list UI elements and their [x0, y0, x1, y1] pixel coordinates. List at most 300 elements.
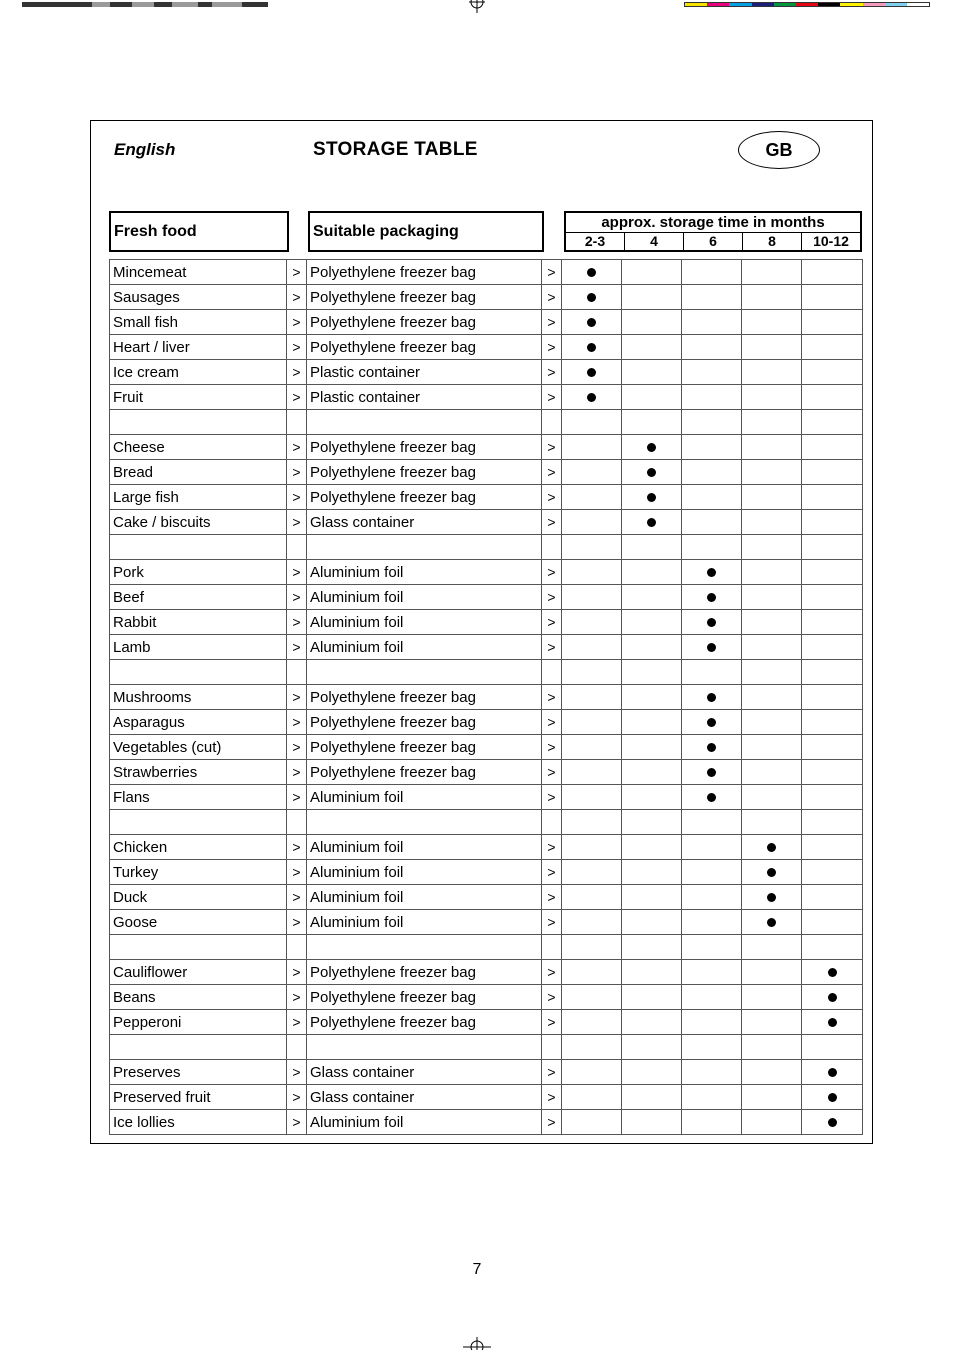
month-cell: [562, 685, 622, 710]
food-cell: Pepperoni: [110, 1010, 287, 1035]
month-cell: [742, 885, 802, 910]
bullet-icon: [828, 1118, 837, 1127]
month-cell: [802, 585, 863, 610]
arrow-cell: >: [287, 460, 307, 485]
month-cell: [622, 310, 682, 335]
arrow-cell: >: [542, 1010, 562, 1035]
month-cell: [682, 1060, 742, 1085]
empty-cell: [542, 660, 562, 685]
arrow-cell: >: [542, 435, 562, 460]
food-cell: Rabbit: [110, 610, 287, 635]
empty-cell: [110, 935, 287, 960]
color-swatch: [752, 3, 774, 6]
month-cell: [682, 510, 742, 535]
month-cell: [622, 760, 682, 785]
food-cell: Fruit: [110, 385, 287, 410]
table-row: [110, 735, 863, 760]
arrow-cell: >: [542, 335, 562, 360]
table-row: [110, 860, 863, 885]
table-row: [110, 685, 863, 710]
food-cell: Cauliflower: [110, 960, 287, 985]
empty-cell: [742, 810, 802, 835]
page-number: 7: [472, 1261, 482, 1278]
arrow-cell: >: [542, 310, 562, 335]
month-label: 4: [624, 233, 683, 250]
empty-cell: [307, 810, 542, 835]
arrow-cell: >: [287, 860, 307, 885]
month-cell: [742, 610, 802, 635]
bullet-icon: [587, 318, 596, 327]
spacer-row: [110, 810, 863, 835]
packaging-cell: Polyethylene freezer bag: [307, 760, 542, 785]
month-cell: [622, 385, 682, 410]
table-row: [110, 285, 863, 310]
spacer-row: [110, 660, 863, 685]
month-cell: [802, 260, 863, 285]
month-cell: [562, 360, 622, 385]
month-cell: [742, 510, 802, 535]
month-cell: [682, 1110, 742, 1135]
month-cell: [742, 1085, 802, 1110]
table-row: [110, 360, 863, 385]
month-cell: [742, 960, 802, 985]
month-cell: [802, 285, 863, 310]
food-cell: Beef: [110, 585, 287, 610]
arrow-cell: >: [542, 510, 562, 535]
month-cell: [562, 460, 622, 485]
packaging-cell: Polyethylene freezer bag: [307, 985, 542, 1010]
month-cell: [562, 285, 622, 310]
month-cell: [562, 610, 622, 635]
month-cell: [742, 835, 802, 860]
month-cell: [742, 860, 802, 885]
arrow-cell: >: [287, 285, 307, 310]
month-cell: [742, 760, 802, 785]
empty-cell: [542, 935, 562, 960]
month-label: 8: [742, 233, 801, 250]
month-cell: [682, 385, 742, 410]
month-cell: [742, 1060, 802, 1085]
packaging-cell: Polyethylene freezer bag: [307, 435, 542, 460]
empty-cell: [307, 535, 542, 560]
month-cell: [562, 785, 622, 810]
month-cell: [682, 335, 742, 360]
empty-cell: [562, 1035, 622, 1060]
bullet-icon: [707, 593, 716, 602]
month-cell: [802, 1010, 863, 1035]
food-cell: Beans: [110, 985, 287, 1010]
food-cell: Preserves: [110, 1060, 287, 1085]
packaging-cell: Plastic container: [307, 385, 542, 410]
packaging-cell: Aluminium foil: [307, 610, 542, 635]
month-cell: [682, 1085, 742, 1110]
food-cell: Cheese: [110, 435, 287, 460]
food-cell: Lamb: [110, 635, 287, 660]
empty-cell: [110, 410, 287, 435]
month-cell: [802, 360, 863, 385]
packaging-cell: Polyethylene freezer bag: [307, 1010, 542, 1035]
arrow-cell: >: [287, 585, 307, 610]
month-cell: [622, 985, 682, 1010]
color-swatch: [707, 3, 729, 6]
empty-cell: [542, 535, 562, 560]
packaging-cell: Glass container: [307, 1060, 542, 1085]
empty-cell: [622, 1035, 682, 1060]
bullet-icon: [707, 718, 716, 727]
month-cell: [562, 860, 622, 885]
month-cell: [802, 785, 863, 810]
color-swatch: [863, 3, 885, 6]
arrow-cell: >: [542, 960, 562, 985]
bullet-icon: [828, 968, 837, 977]
month-cell: [562, 960, 622, 985]
empty-cell: [307, 1035, 542, 1060]
packaging-cell: Glass container: [307, 1085, 542, 1110]
month-cell: [622, 835, 682, 860]
month-cell: [562, 310, 622, 335]
empty-cell: [802, 410, 863, 435]
arrow-cell: >: [287, 885, 307, 910]
month-cell: [802, 1085, 863, 1110]
month-cell: [802, 335, 863, 360]
month-cell: [742, 435, 802, 460]
month-cell: [622, 1010, 682, 1035]
month-cell: [802, 735, 863, 760]
month-cell: [562, 1085, 622, 1110]
month-cell: [562, 560, 622, 585]
month-cell: [682, 435, 742, 460]
table-row: [110, 785, 863, 810]
empty-cell: [287, 660, 307, 685]
language-label: English: [114, 140, 176, 159]
packaging-cell: Polyethylene freezer bag: [307, 260, 542, 285]
month-cell: [622, 360, 682, 385]
arrow-cell: >: [287, 610, 307, 635]
bullet-icon: [707, 643, 716, 652]
arrow-cell: >: [542, 560, 562, 585]
arrow-cell: >: [287, 735, 307, 760]
registration-mark-icon: [467, 0, 487, 14]
month-label: 10-12: [801, 233, 860, 250]
food-cell: Strawberries: [110, 760, 287, 785]
arrow-cell: >: [287, 485, 307, 510]
month-cell: [802, 685, 863, 710]
bullet-icon: [647, 443, 656, 452]
month-cell: [562, 835, 622, 860]
table-row: [110, 910, 863, 935]
month-cell: [682, 985, 742, 1010]
month-cell: [742, 560, 802, 585]
color-swatch: [774, 3, 796, 6]
packaging-cell: Aluminium foil: [307, 860, 542, 885]
arrow-cell: >: [287, 710, 307, 735]
food-cell: Ice cream: [110, 360, 287, 385]
arrow-cell: >: [287, 510, 307, 535]
empty-cell: [742, 535, 802, 560]
arrow-cell: >: [287, 1085, 307, 1110]
empty-cell: [307, 660, 542, 685]
arrow-cell: >: [287, 260, 307, 285]
month-cell: [682, 910, 742, 935]
empty-cell: [742, 935, 802, 960]
packaging-cell: Aluminium foil: [307, 635, 542, 660]
fresh-food-header: Fresh food: [109, 211, 289, 252]
empty-cell: [622, 660, 682, 685]
month-cell: [682, 835, 742, 860]
month-cell: [622, 610, 682, 635]
month-cell: [682, 560, 742, 585]
packaging-cell: Polyethylene freezer bag: [307, 710, 542, 735]
month-cell: [802, 485, 863, 510]
month-label: 6: [683, 233, 742, 250]
month-cell: [682, 360, 742, 385]
month-cell: [682, 785, 742, 810]
print-color-bar: [684, 2, 930, 7]
table-row: [110, 835, 863, 860]
arrow-cell: >: [542, 685, 562, 710]
arrow-cell: >: [542, 360, 562, 385]
arrow-cell: >: [287, 1110, 307, 1135]
empty-cell: [542, 1035, 562, 1060]
month-cell: [802, 560, 863, 585]
country-badge: GB: [738, 131, 820, 169]
empty-cell: [110, 810, 287, 835]
empty-cell: [307, 410, 542, 435]
month-cell: [742, 335, 802, 360]
empty-cell: [682, 1035, 742, 1060]
month-cell: [622, 435, 682, 460]
month-cell: [682, 885, 742, 910]
empty-cell: [110, 1035, 287, 1060]
month-cell: [562, 985, 622, 1010]
arrow-cell: >: [542, 710, 562, 735]
color-swatch: [729, 3, 751, 6]
arrow-cell: >: [287, 360, 307, 385]
month-cell: [802, 910, 863, 935]
food-cell: Asparagus: [110, 710, 287, 735]
arrow-cell: >: [542, 785, 562, 810]
bullet-icon: [828, 1068, 837, 1077]
food-cell: Ice lollies: [110, 1110, 287, 1135]
table-row: [110, 435, 863, 460]
empty-cell: [562, 410, 622, 435]
arrow-cell: >: [287, 835, 307, 860]
food-cell: Pork: [110, 560, 287, 585]
month-cell: [682, 710, 742, 735]
month-cell: [682, 610, 742, 635]
arrow-cell: >: [542, 885, 562, 910]
bullet-icon: [587, 393, 596, 402]
month-cell: [742, 710, 802, 735]
month-cell: [622, 335, 682, 360]
food-cell: Goose: [110, 910, 287, 935]
month-cell: [562, 485, 622, 510]
color-swatch: [907, 3, 929, 6]
packaging-cell: Aluminium foil: [307, 1110, 542, 1135]
spacer-row: [110, 535, 863, 560]
empty-cell: [742, 410, 802, 435]
packaging-cell: Aluminium foil: [307, 560, 542, 585]
arrow-cell: >: [542, 985, 562, 1010]
month-cell: [802, 610, 863, 635]
bullet-icon: [647, 518, 656, 527]
empty-cell: [287, 810, 307, 835]
month-cell: [622, 635, 682, 660]
month-cell: [742, 260, 802, 285]
empty-cell: [742, 1035, 802, 1060]
month-cell: [742, 1110, 802, 1135]
arrow-cell: >: [287, 910, 307, 935]
table-row: [110, 885, 863, 910]
food-cell: Flans: [110, 785, 287, 810]
month-cell: [802, 710, 863, 735]
bullet-icon: [587, 343, 596, 352]
print-density-bar: [22, 2, 268, 7]
month-cell: [562, 735, 622, 760]
packaging-cell: Polyethylene freezer bag: [307, 735, 542, 760]
empty-cell: [562, 535, 622, 560]
empty-cell: [802, 1035, 863, 1060]
bullet-icon: [587, 368, 596, 377]
month-cell: [622, 285, 682, 310]
month-cell: [562, 635, 622, 660]
month-cell: [562, 435, 622, 460]
empty-cell: [802, 935, 863, 960]
packaging-cell: Plastic container: [307, 360, 542, 385]
month-cell: [622, 485, 682, 510]
month-cell: [742, 460, 802, 485]
bullet-icon: [767, 843, 776, 852]
arrow-cell: >: [542, 485, 562, 510]
food-cell: Sausages: [110, 285, 287, 310]
color-swatch: [840, 3, 862, 6]
food-cell: Duck: [110, 885, 287, 910]
empty-cell: [802, 660, 863, 685]
month-cell: [622, 510, 682, 535]
month-cell: [682, 860, 742, 885]
month-cell: [562, 910, 622, 935]
month-cell: [562, 1010, 622, 1035]
table-row: [110, 985, 863, 1010]
month-cell: [802, 1110, 863, 1135]
month-cell: [622, 710, 682, 735]
table-row: [110, 1110, 863, 1135]
month-cell: [622, 560, 682, 585]
month-cell: [682, 735, 742, 760]
packaging-cell: Polyethylene freezer bag: [307, 460, 542, 485]
arrow-cell: >: [542, 635, 562, 660]
packaging-cell: Aluminium foil: [307, 885, 542, 910]
table-row: [110, 335, 863, 360]
month-cell: [802, 385, 863, 410]
table-row: [110, 510, 863, 535]
empty-cell: [562, 935, 622, 960]
arrow-cell: >: [287, 1010, 307, 1035]
month-cell: [622, 860, 682, 885]
empty-cell: [682, 535, 742, 560]
color-swatch: [885, 3, 907, 6]
month-cell: [682, 635, 742, 660]
arrow-cell: >: [287, 310, 307, 335]
empty-cell: [682, 810, 742, 835]
month-label: 2-3: [584, 233, 606, 249]
month-cell: [622, 1110, 682, 1135]
empty-cell: [802, 535, 863, 560]
month-cell: [742, 285, 802, 310]
food-cell: Vegetables (cut): [110, 735, 287, 760]
packaging-cell: Glass container: [307, 510, 542, 535]
table-row: [110, 610, 863, 635]
month-cell: [622, 585, 682, 610]
month-cell: [802, 310, 863, 335]
table-row: [110, 1010, 863, 1035]
food-cell: Mincemeat: [110, 260, 287, 285]
empty-cell: [682, 935, 742, 960]
month-cell: [622, 960, 682, 985]
table-row: [110, 310, 863, 335]
table-row: [110, 960, 863, 985]
arrow-cell: >: [542, 585, 562, 610]
month-cell: [682, 1010, 742, 1035]
food-cell: Heart / liver: [110, 335, 287, 360]
food-cell: Bread: [110, 460, 287, 485]
empty-cell: [307, 935, 542, 960]
arrow-cell: >: [542, 285, 562, 310]
month-cell: [622, 685, 682, 710]
food-cell: Preserved fruit: [110, 1085, 287, 1110]
empty-cell: [562, 660, 622, 685]
arrow-cell: >: [542, 460, 562, 485]
month-cell: [622, 460, 682, 485]
table-row: [110, 710, 863, 735]
month-cell: [562, 710, 622, 735]
arrow-cell: >: [542, 260, 562, 285]
arrow-cell: >: [542, 910, 562, 935]
empty-cell: [542, 410, 562, 435]
bullet-icon: [828, 993, 837, 1002]
bullet-icon: [707, 618, 716, 627]
month-cell: [742, 310, 802, 335]
bullet-icon: [828, 1018, 837, 1027]
arrow-cell: >: [542, 1060, 562, 1085]
month-cell: [742, 685, 802, 710]
arrow-cell: >: [287, 760, 307, 785]
month-cell: [622, 785, 682, 810]
bullet-icon: [587, 268, 596, 277]
table-row: [110, 260, 863, 285]
empty-cell: [287, 1035, 307, 1060]
bullet-icon: [707, 568, 716, 577]
month-cell: [802, 835, 863, 860]
month-cell: [622, 1060, 682, 1085]
empty-cell: [287, 410, 307, 435]
empty-cell: [542, 810, 562, 835]
empty-cell: [682, 660, 742, 685]
arrow-cell: >: [287, 335, 307, 360]
bullet-icon: [767, 868, 776, 877]
food-cell: Turkey: [110, 860, 287, 885]
month-cell: [802, 460, 863, 485]
arrow-cell: >: [542, 1110, 562, 1135]
food-cell: Chicken: [110, 835, 287, 860]
month-cell: [682, 460, 742, 485]
empty-cell: [802, 810, 863, 835]
month-cell: [562, 335, 622, 360]
packaging-header: Suitable packaging: [308, 211, 544, 252]
month-cell: [622, 1085, 682, 1110]
empty-cell: [742, 660, 802, 685]
month-cell: [562, 1110, 622, 1135]
